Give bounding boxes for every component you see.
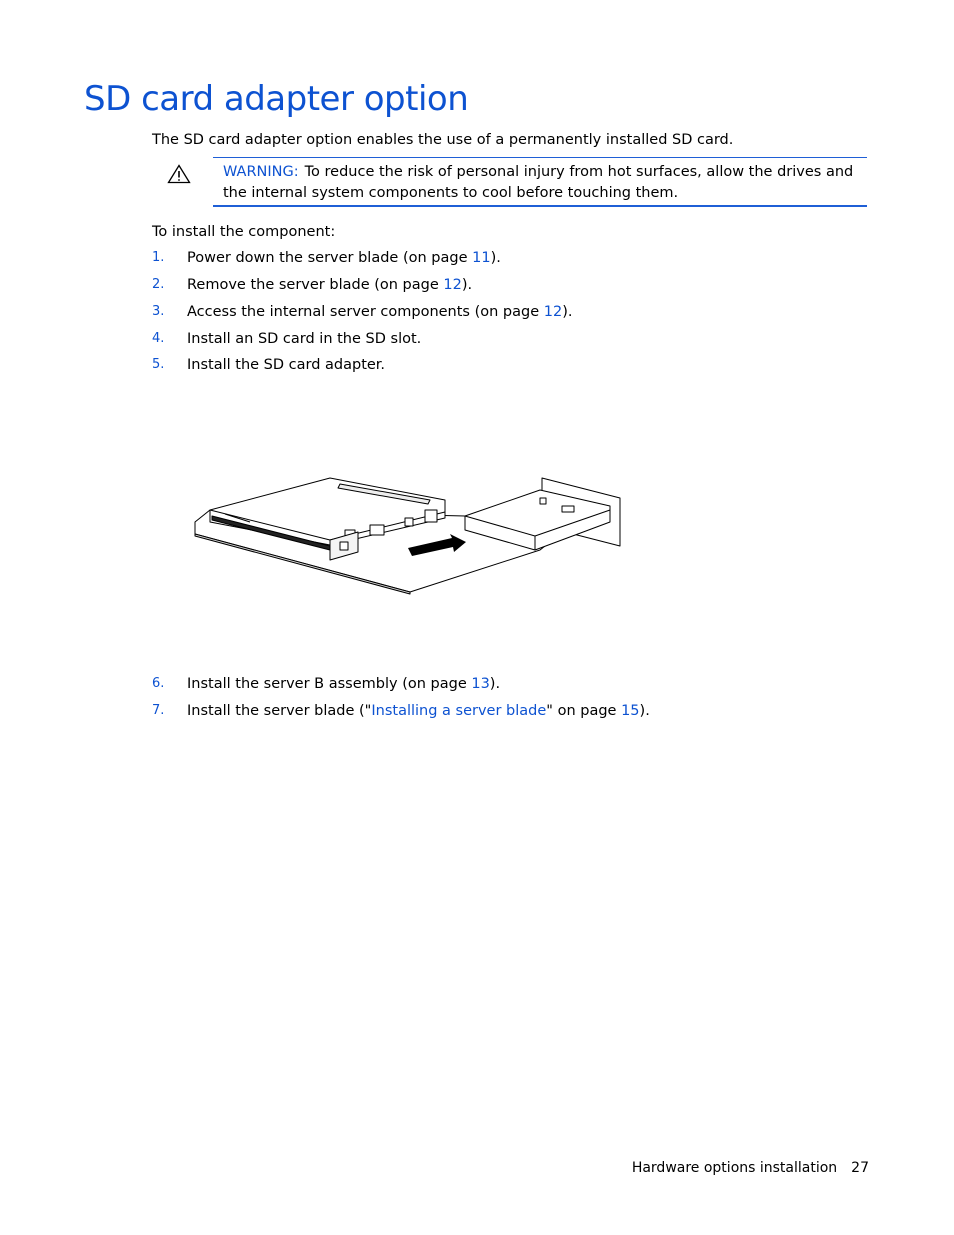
procedure-intro: To install the component:: [152, 224, 336, 240]
step-text: [187, 701, 650, 721]
footer-page-number: 27: [851, 1160, 869, 1176]
step-text-pre: Remove the server blade (on page: [187, 277, 444, 293]
sd-card-adapter-illustration: [190, 470, 630, 600]
step-text-post: ).: [639, 703, 650, 719]
installing-server-blade-link[interactable]: Installing a server blade: [371, 703, 547, 719]
page-link-15[interactable]: 15: [621, 703, 640, 719]
step-text-pre: Install the server B assembly (on page: [187, 676, 472, 692]
warning-message: To reduce the risk of personal injury from hot surfaces, allow the drives and the internal system components to cool before touching them.: [223, 164, 854, 201]
warning-triangle-icon: [167, 164, 191, 184]
page-link-12[interactable]: 12: [443, 277, 462, 293]
step-number: 6.: [152, 676, 165, 691]
step-text-post: ).: [562, 304, 573, 320]
intro-paragraph: The SD card adapter option enables the use of a permanently installed SD card.: [152, 132, 734, 148]
step-number: 1.: [152, 250, 165, 265]
step-number: 5.: [152, 357, 165, 372]
footer-section-title: Hardware options installation: [631, 1160, 838, 1176]
warning-box: [213, 157, 867, 207]
step-text-pre: Access the internal server components (on page: [187, 304, 544, 320]
step-text-post: ).: [490, 250, 501, 266]
page-link-11[interactable]: 11: [472, 250, 491, 266]
warning-label: WARNING:: [223, 164, 299, 180]
step-text: [187, 674, 500, 694]
step-text: [187, 275, 472, 295]
page-title: SD card adapter option: [84, 79, 469, 119]
page-link-12[interactable]: 12: [543, 304, 563, 320]
step-number: 7.: [152, 703, 165, 718]
step-text-pre: Power down the server blade (on page: [187, 250, 473, 266]
step-text-post: ).: [489, 676, 501, 692]
step-text: [187, 302, 573, 322]
step-text: [187, 248, 501, 268]
step-number: 4.: [152, 331, 165, 346]
step-number: 3.: [152, 304, 165, 319]
step-number: 2.: [152, 277, 165, 292]
step-text-pre: Install the server blade (": [187, 703, 372, 719]
page-link-13[interactable]: 13: [471, 676, 490, 692]
step-text-mid: " on page: [546, 703, 622, 719]
warning-text: [223, 162, 858, 204]
step-text-post: ).: [461, 277, 473, 293]
step-text: Install the SD card adapter.: [187, 357, 386, 373]
step-text: Install an SD card in the SD slot.: [187, 331, 422, 347]
page-footer: [632, 1158, 869, 1178]
